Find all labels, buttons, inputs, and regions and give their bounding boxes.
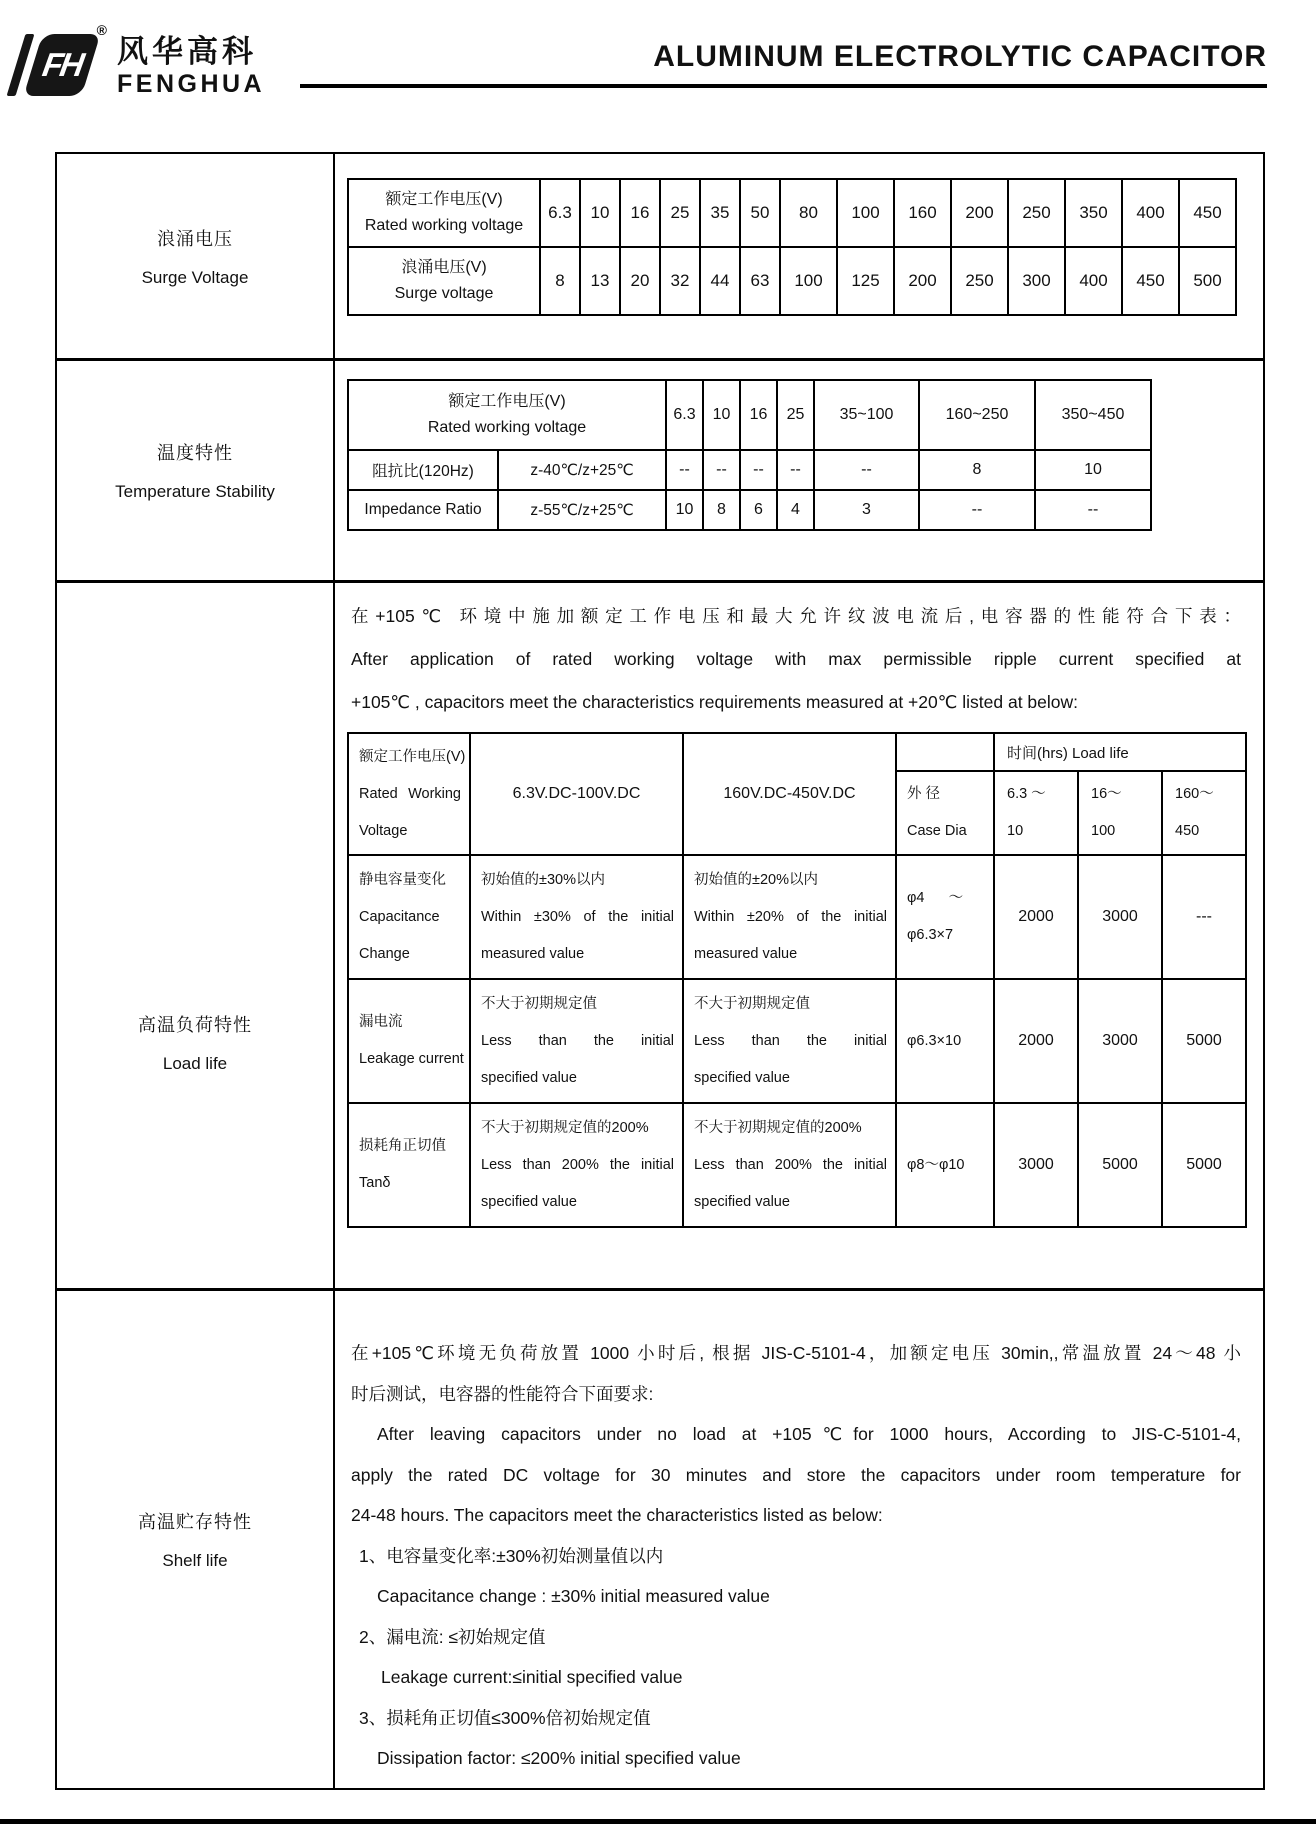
impedance-value: -- [1035,490,1151,530]
voltage-range-low-header: 6.3V.DC-100V.DC [470,733,683,855]
time-col-header [1078,771,1162,855]
section-label-en: Temperature Stability [115,482,275,501]
surge-voltage-value: 44 [700,247,740,315]
cell-line: Tanδ [359,1175,391,1191]
surge-voltage-value: 20 [620,247,660,315]
section-label-en: Shelf life [162,1551,228,1570]
section-shelf-life [57,1288,1263,1788]
cell-line: 损耗角正切值 [359,1138,446,1154]
brand-name-en: FENGHUA [117,70,266,98]
impedance-condition: z-55℃/z+25℃ [498,490,666,530]
load-hours-value: 3000 [1078,855,1162,979]
cell-lines [471,986,682,1097]
cell-line: 不大于初期规定值 [694,995,810,1012]
brand-name-cn: 风华高科 [117,34,257,69]
cell-lines [897,880,993,954]
cell-line: Surge voltage [394,285,494,302]
cell-line: φ4 ～ [907,890,964,906]
section-temperature-stability [57,358,1263,580]
cell-line: specified value [694,1193,790,1210]
cell-line: φ6.3×10 [907,1032,962,1049]
cell-line: 漏电流 [359,1014,403,1030]
spec-low-voltage-cell [470,979,683,1103]
rated-voltage-value: 100 [837,179,894,247]
cell-line: specified value [694,1069,790,1086]
shelf-life-text [335,1291,1263,1779]
section-label-surge [57,154,335,358]
surge-voltage-value: 13 [580,247,620,315]
empty-header-cell [896,733,994,771]
cell-lines [995,776,1077,850]
impedance-row-label: 阻抗比(120Hz) [348,450,498,490]
section-label-en: Load life [162,1054,228,1073]
cell-lines [897,1023,993,1060]
load-life-intro-en: After application of rated working voltage with max permissible ripple current specified at [351,649,1241,669]
rated-voltage-value: 35 [700,179,740,247]
rated-voltage-value: 400 [1122,179,1179,247]
surge-voltage-table [347,178,1237,316]
cell-lines [897,776,993,850]
cell-lines [349,1128,469,1202]
load-life-intro [335,583,1263,724]
section-label-shelf-life [57,1291,335,1788]
shelf-life-text-line: Leakage current:≤initial specified value [381,1667,683,1687]
impedance-value: 8 [703,490,740,530]
characteristic-label-cell [348,979,470,1103]
section-label-cn: 高温贮存特性 [138,1512,252,1532]
impedance-value: 10 [1035,450,1151,490]
surge-voltage-value: 32 [660,247,700,315]
impedance-value: 8 [919,450,1035,490]
impedance-value: -- [666,450,703,490]
rated-voltage-value: 160 [894,179,951,247]
cell-line: measured value [694,945,798,962]
cell-line: 浪涌电压(V) [401,259,487,276]
cell-line: Change [359,945,410,962]
impedance-value: -- [814,450,919,490]
cell-lines [1163,776,1245,850]
section-load-life [57,580,1263,1288]
load-hours-value: 5000 [1078,1103,1162,1227]
impedance-value: -- [777,450,814,490]
registered-trademark-symbol: ® [96,22,107,38]
cell-line: Less than the initial [481,1032,674,1049]
spec-high-voltage-cell [683,1103,896,1227]
surge-voltage-value: 8 [540,247,580,315]
brand-block [117,36,265,99]
cell-line: 不大于初期规定值的200% [481,1119,649,1136]
impedance-value: -- [740,450,777,490]
fenghua-logo-mark [16,22,107,96]
characteristic-label-cell [348,1103,470,1227]
section-body-shelf-life [335,1291,1263,1788]
cell-line: measured value [481,945,585,962]
section-surge-voltage [57,154,1263,358]
temp-rated-voltage-header [348,380,666,450]
cell-line: 静电容量变化 [359,871,446,888]
rated-voltage-value: 200 [951,179,1008,247]
cell-line: 额定工作电压(V) [448,393,566,410]
time-col-header [1162,771,1246,855]
section-body-surge [335,154,1263,358]
spec-low-voltage-cell [470,1103,683,1227]
cell-line: Rated working voltage [364,217,524,234]
impedance-condition: z-40℃/z+25℃ [498,450,666,490]
shelf-life-text-line: 3、损耗角正切值≤300%倍初始规定值 [359,1707,651,1728]
temp-header-value: 6.3 [666,380,703,450]
shelf-life-text-line: 时后测试，电容器的性能符合下面要求: [351,1383,654,1404]
cell-lines [349,862,469,973]
section-body-temperature [335,361,1263,580]
surge-voltage-value: 100 [780,247,837,315]
section-label-cn: 高温负荷特性 [138,1015,252,1035]
shelf-life-text-line: After leaving capacitors under no load at +105℃for 1000 hours, According to JIS-C-5101-4, [377,1424,1241,1444]
shelf-life-text-line: Dissipation factor: ≤200% initial specified value [377,1748,741,1768]
cell-line: 初始值的±30%以内 [481,871,605,888]
rated-voltage-value: 25 [660,179,700,247]
cell-lines [897,1147,993,1184]
rated-voltage-value: 6.3 [540,179,580,247]
case-dia-value-cell [896,1103,994,1227]
cell-line: 不大于初期规定值的200% [694,1119,862,1136]
section-label-cn: 温度特性 [157,443,233,463]
load-life-intro-cn: 在+105℃ 环境中施加额定工作电压和最大允许纹波电流后,电容器的性能符合下表： [351,606,1241,626]
cell-line: 16～ [1091,786,1122,802]
temp-header-value: 160~250 [919,380,1035,450]
characteristic-label-cell [348,855,470,979]
shelf-life-text-line: 在+105℃环境无负荷放置 1000 小时后, 根据 JIS-C-5101-4，加额定电压 30min,,常温放置 24～48 小 [351,1343,1241,1363]
surge-voltage-value: 250 [951,247,1008,315]
cell-line: 初始值的±20%以内 [694,871,818,888]
cell-line: φ6.3×7 [907,927,954,943]
shelf-life-text-line: 24-48 hours. The capacitors meet the characteristics listed as below: [351,1505,883,1525]
impedance-value: -- [919,490,1035,530]
cell-lines [349,1004,469,1078]
cell-line: Rated working voltage [427,419,587,436]
cell-line: 额定工作电压(V) [385,191,503,208]
cell-line: 160～ [1175,786,1214,802]
cell-line: Capacitance [359,908,440,925]
case-dia-value-cell [896,979,994,1103]
surge-voltage-value: 125 [837,247,894,315]
cell-line: specified value [481,1193,577,1210]
cell-lines [471,862,682,973]
fenghua-logo [16,22,266,99]
shelf-life-text-line: 1、电容量变化率:±30%初始测量值以内 [359,1545,664,1566]
cell-line: 6.3 ～ [1007,786,1046,802]
shelf-life-text-line: Capacitance change : ±30% initial measured value [377,1586,770,1606]
cell-line: Rated Working [359,785,461,802]
impedance-row-label: Impedance Ratio [348,490,498,530]
cell-lines [1079,776,1161,850]
shelf-life-text-line: apply the rated DC voltage for 30 minutes and store the capacitors under room temperature for [351,1464,1241,1485]
surge-voltage-value: 300 [1008,247,1065,315]
document-title: ALUMINUM ELECTROLYTIC CAPACITOR [653,40,1267,73]
load-voltage-header-cell [348,733,470,855]
cell-line: Less than 200% the initial [481,1156,674,1173]
impedance-value: 6 [740,490,777,530]
rated-voltage-value: 250 [1008,179,1065,247]
spec-high-voltage-cell [683,979,896,1103]
section-label-load-life [57,583,335,1288]
cell-line: Case Dia [907,823,967,839]
section-body-load-life [335,583,1263,1288]
load-time-header: 时间(hrs) Load life [994,733,1246,771]
load-hours-value: 5000 [1162,979,1246,1103]
rated-voltage-value: 450 [1179,179,1236,247]
cell-lines [684,986,895,1097]
section-label-cn: 浪涌电压 [157,228,233,249]
section-label-temperature [57,361,335,580]
spec-high-voltage-cell [683,855,896,979]
cell-line: Within ±20% of the initial [694,908,887,925]
temp-header-value: 35~100 [814,380,919,450]
temp-header-value: 10 [703,380,740,450]
cell-line: 外 径 [907,786,941,802]
load-hours-value: --- [1162,855,1246,979]
rated-voltage-value: 16 [620,179,660,247]
load-hours-value: 5000 [1162,1103,1246,1227]
header-rule [300,84,1267,88]
surge-voltage-header-cell [348,247,540,315]
impedance-value: 4 [777,490,814,530]
spec-low-voltage-cell [470,855,683,979]
cell-line: Less than the initial [694,1032,887,1049]
time-col-header [994,771,1078,855]
impedance-value: 3 [814,490,919,530]
load-hours-value: 2000 [994,979,1078,1103]
case-dia-value-cell [896,855,994,979]
load-hours-value: 3000 [1078,979,1162,1103]
impedance-value: 10 [666,490,703,530]
cell-lines [349,739,469,850]
cell-line: Leakage current [359,1051,464,1067]
cell-lines [684,1110,895,1221]
cell-line: Voltage [359,822,408,839]
cell-line: Less than 200% the initial [694,1156,887,1173]
shelf-life-text-line: 2、漏电流: ≤初始规定值 [359,1626,546,1647]
logo-monogram-text: FH [40,46,85,83]
temperature-table [347,379,1152,531]
rated-voltage-value: 50 [740,179,780,247]
cell-line: 10 [1007,823,1024,839]
cell-line: 100 [1091,823,1116,839]
cell-lines [471,1110,682,1221]
surge-voltage-value: 500 [1179,247,1236,315]
spec-table [55,152,1265,1790]
surge-voltage-value: 450 [1122,247,1179,315]
surge-voltage-value: 63 [740,247,780,315]
footer-rule [0,1819,1316,1824]
surge-voltage-value: 400 [1065,247,1122,315]
load-hours-value: 3000 [994,1103,1078,1227]
load-life-table [347,732,1247,1228]
rated-voltage-value: 10 [580,179,620,247]
cell-lines [684,862,895,973]
voltage-range-high-header: 160V.DC-450V.DC [683,733,896,855]
impedance-value: -- [703,450,740,490]
rated-voltage-header-cell [348,179,540,247]
rated-voltage-value: 350 [1065,179,1122,247]
logo-fh-monogram-icon [24,34,101,96]
cell-line: 不大于初期规定值 [481,995,597,1012]
cell-line: 额定工作电压(V) [359,748,466,765]
temp-header-value: 16 [740,380,777,450]
surge-voltage-value: 200 [894,247,951,315]
temp-header-value: 350~450 [1035,380,1151,450]
load-life-intro-en: +105℃ , capacitors meet the characteristics requirements measured at +20℃ listed at below: [351,692,1079,712]
section-label-en: Surge Voltage [141,267,249,287]
rated-voltage-value: 80 [780,179,837,247]
cell-line: specified value [481,1069,577,1086]
case-dia-header [896,771,994,855]
load-hours-value: 2000 [994,855,1078,979]
cell-line: φ8～φ10 [907,1156,965,1173]
cell-line: Within ±30% of the initial [481,908,674,925]
temp-header-value: 25 [777,380,814,450]
cell-line: 450 [1175,823,1200,839]
